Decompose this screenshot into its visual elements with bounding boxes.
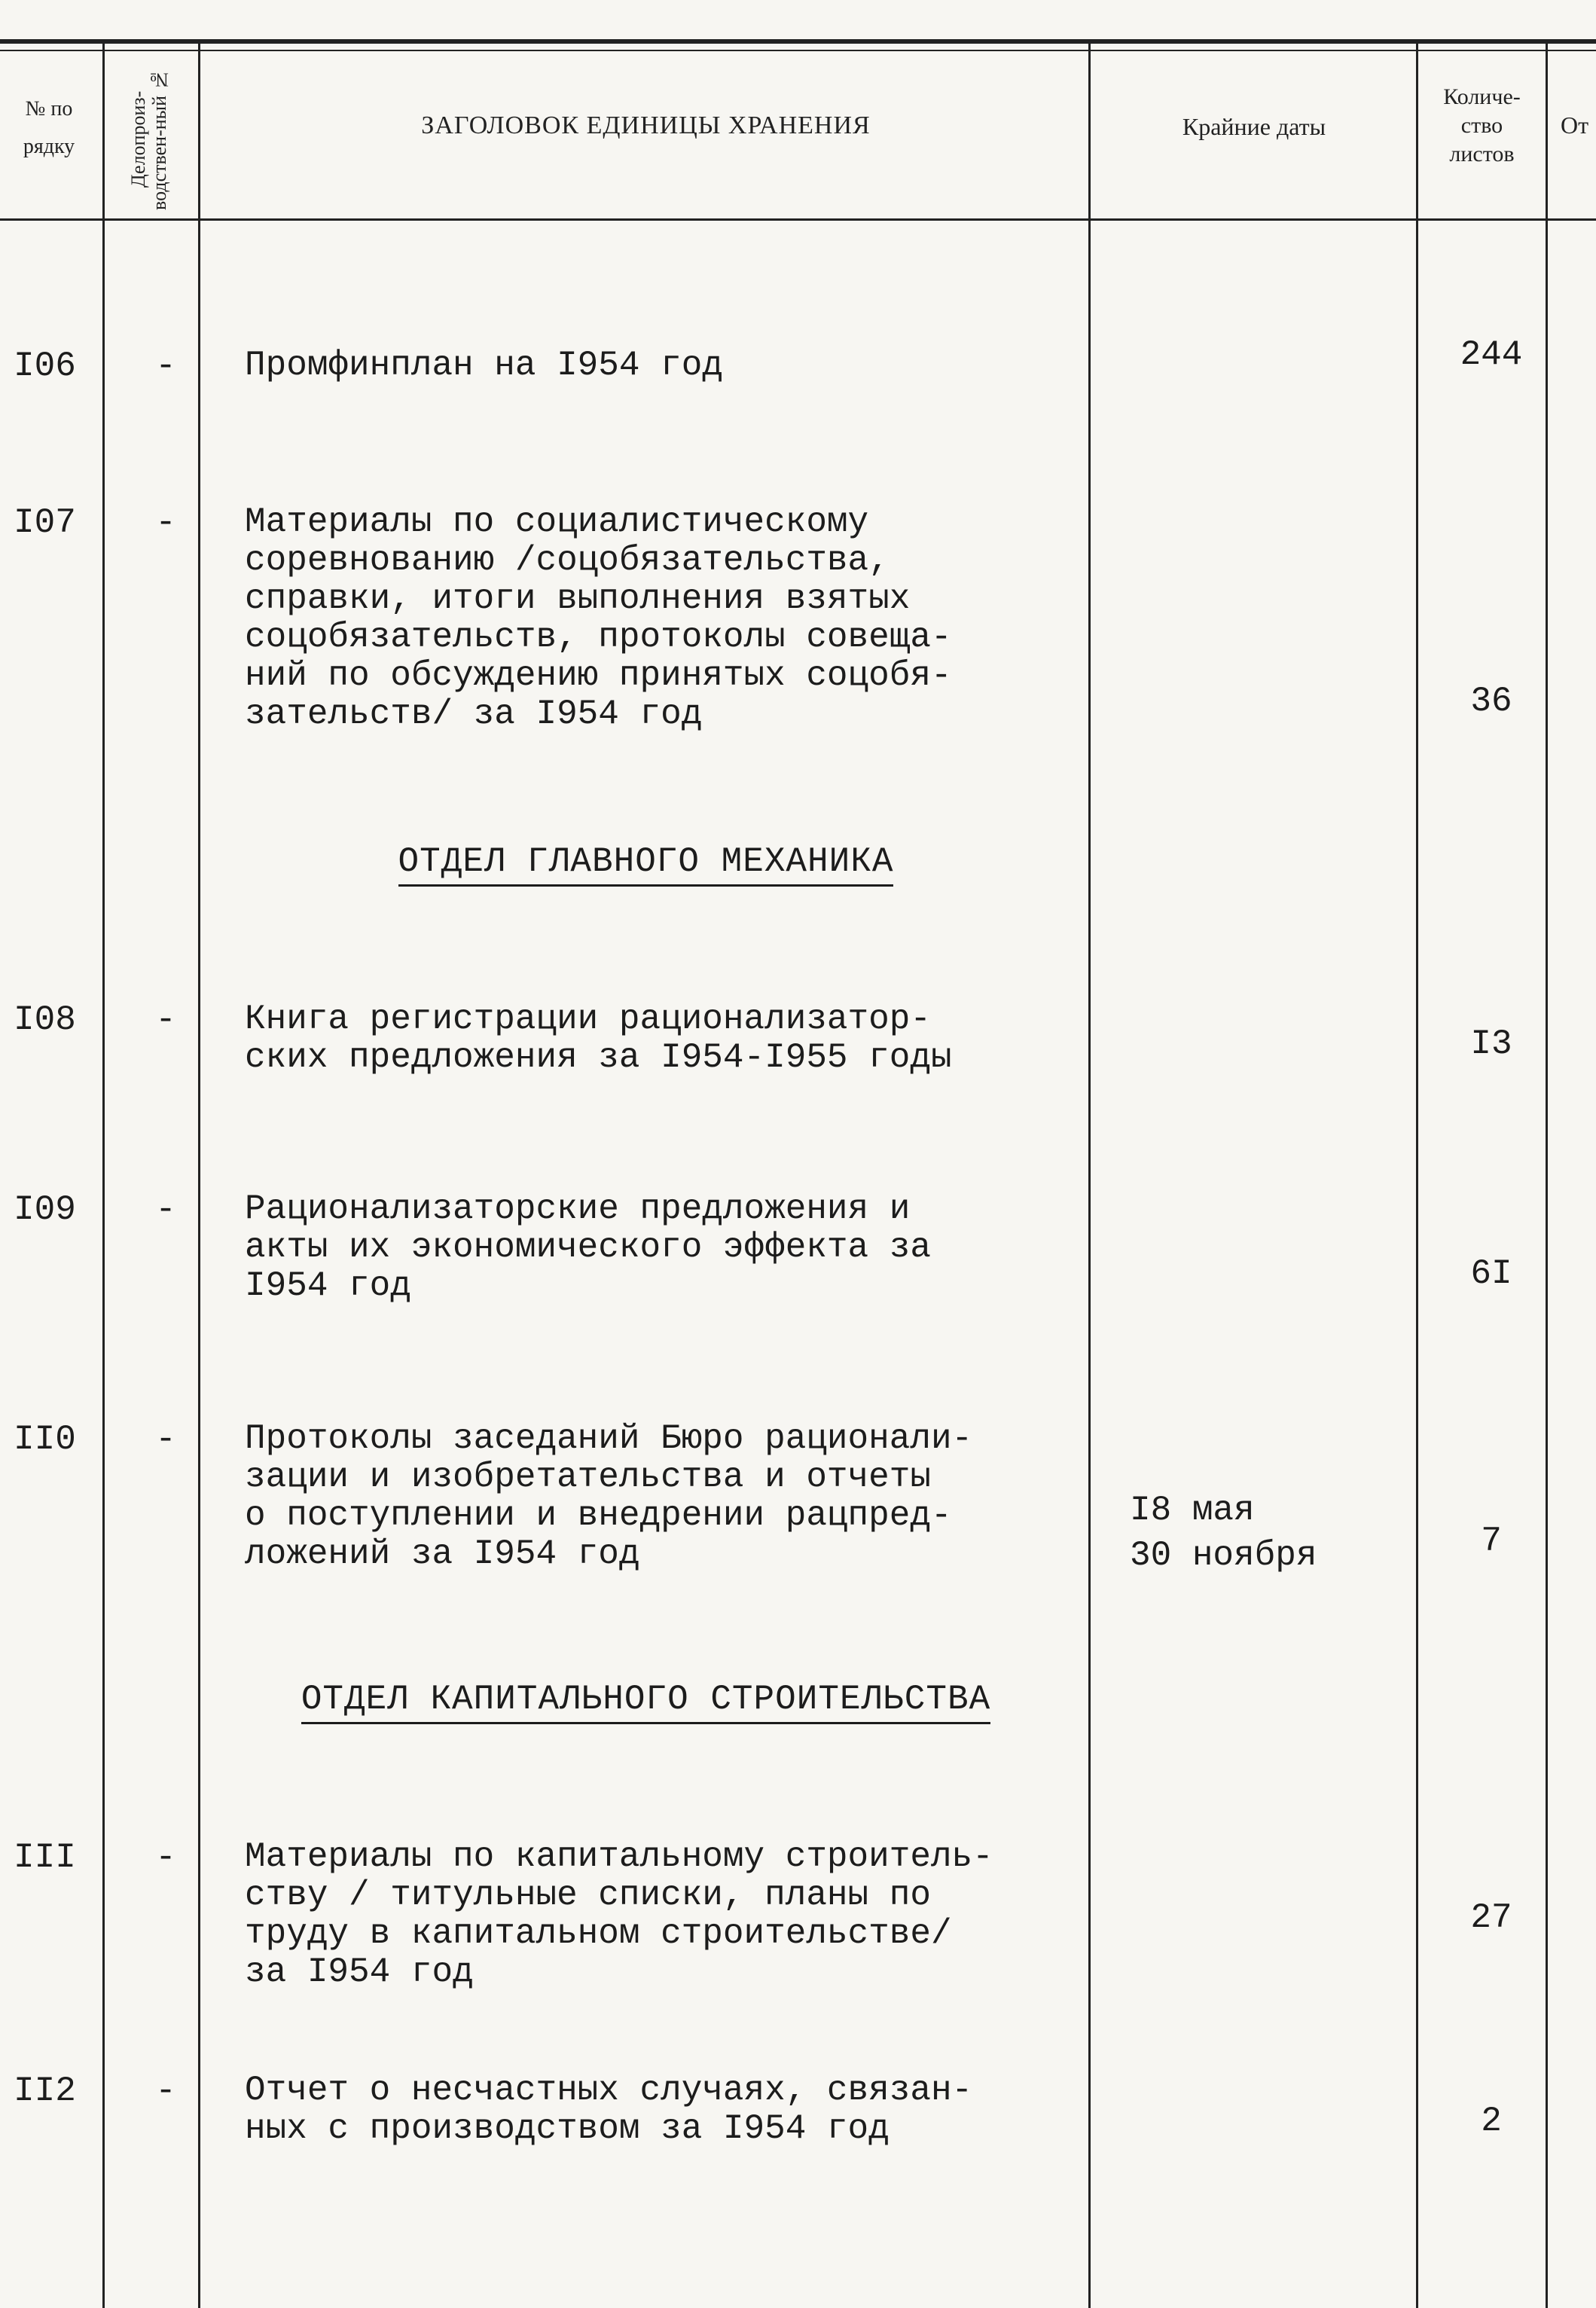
row-title: Отчет о несчастных случаях, связан- ных с производством за I954 год (245, 2071, 973, 2148)
header-bottom-rule (0, 218, 1596, 221)
row-office-number: - (155, 1838, 176, 1877)
row-sheets: 6I (1470, 1254, 1512, 1293)
row-office-number: - (155, 503, 176, 542)
header-number (0, 94, 98, 169)
row-number: I07 (14, 503, 76, 542)
top-rule-inner (0, 50, 1596, 51)
row-sheets: I3 (1470, 1024, 1512, 1064)
row-title: Материалы по социалистическому соревнованию /соцобязательства, справки, итоги выполнения взятых соцобязательств, протоколы совеща- ний по обсуждению принятых соцобя- зательств/ за I954 год (245, 502, 952, 734)
column-divider-4 (1416, 44, 1418, 2308)
row-number: III (14, 1838, 76, 1877)
row-title: Материалы по капитальному строитель- ству / титульные списки, планы по труду в капитальном строительстве/ за I954 год (245, 1837, 993, 1992)
row-sheets: 7 (1481, 1522, 1502, 1561)
row-sheets: 244 (1460, 335, 1523, 374)
header-dates: Крайние даты (1182, 113, 1326, 140)
section-heading-text: ОТДЕЛ ГЛАВНОГО МЕХАНИКА (398, 842, 894, 887)
row-number: I06 (14, 347, 76, 386)
row-dates: I8 мая 30 ноября (1130, 1491, 1317, 1575)
row-title: Книга регистрации рационализатор- ских предложения за I954-I955 годы (245, 1000, 952, 1077)
column-divider-1 (102, 44, 105, 2308)
header-title: ЗАГОЛОВОК ЕДИНИЦЫ ХРАНЕНИЯ (421, 111, 871, 139)
column-divider-3 (1088, 44, 1091, 2308)
row-title: Промфинплан на I954 год (245, 346, 723, 385)
column-divider-2 (198, 44, 200, 2308)
row-sheets: 27 (1470, 1898, 1512, 1937)
header-extra: От (1561, 111, 1589, 139)
section-heading-text: ОТДЕЛ КАПИТАЛЬНОГО СТРОИТЕЛЬСТВА (301, 1680, 990, 1724)
row-sheets: 36 (1470, 682, 1512, 721)
row-number: I08 (14, 1000, 76, 1040)
row-office-number: - (155, 347, 176, 386)
row-title: Рационализаторские предложения и акты их экономического эффекта за I954 год (245, 1189, 931, 1305)
header-office-number: Делопроиз-водствен-ный № (127, 69, 170, 210)
row-sheets: 2 (1481, 2102, 1502, 2141)
row-number: II0 (14, 1420, 76, 1459)
row-number: I09 (14, 1190, 76, 1229)
row-office-number: - (155, 2071, 176, 2111)
section-heading (203, 842, 1088, 881)
header-number-line2: рядку (23, 135, 75, 158)
section-heading (203, 1680, 1088, 1719)
column-divider-5 (1546, 44, 1548, 2308)
top-rule (0, 39, 1596, 44)
row-office-number: - (155, 1000, 176, 1040)
header-number-line1: № по (25, 97, 73, 121)
row-office-number: - (155, 1190, 176, 1229)
row-number: II2 (14, 2071, 76, 2111)
header-sheets: Количе- ство листов (1443, 84, 1521, 166)
row-office-number: - (155, 1420, 176, 1459)
row-title: Протоколы заседаний Бюро рационали- зации и изобретательства и отчеты о поступлении и внедрении рацпред- ложений за I954 год (245, 1419, 973, 1574)
